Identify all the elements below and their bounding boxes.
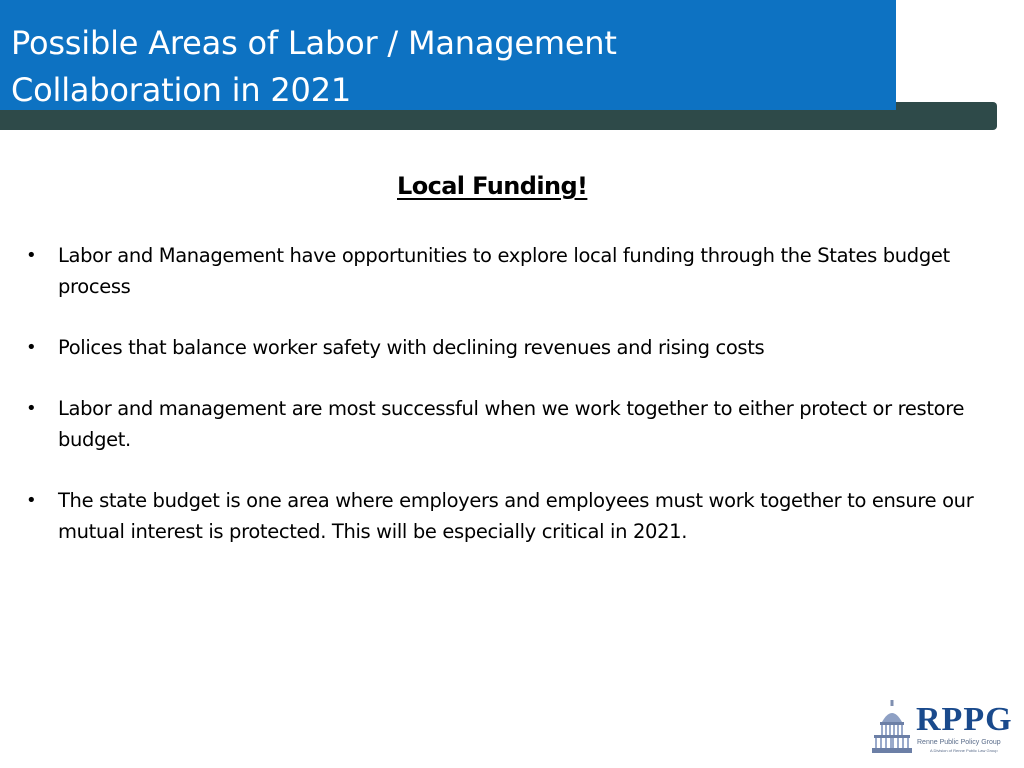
- logo-wordmark: RPPG: [916, 701, 1013, 738]
- section-heading: Local Funding!: [397, 172, 588, 200]
- logo-tagline: A Division of Renne Public Law Group: [930, 748, 998, 753]
- bullet-text: Labor and management are most successful when we work together to either protect or restore budget.: [58, 397, 965, 451]
- bullet-text: Polices that balance worker safety with declining revenues and rising costs: [58, 336, 765, 359]
- bullet-text: The state budget is one area where employers and employees must work together to ensure our mutual interest is protected. This will be especially critical in 2021.: [58, 489, 974, 543]
- bullet-icon: •: [26, 490, 37, 511]
- bullet-item: [26, 393, 996, 455]
- rppg-logo: [870, 700, 1013, 756]
- logo-subtitle: Renne Public Policy Group: [917, 739, 1001, 746]
- bullet-item: [26, 240, 996, 302]
- bullet-item: [26, 332, 996, 363]
- bullet-item: [26, 485, 996, 547]
- title-bar: [0, 0, 896, 110]
- bullet-icon: •: [26, 245, 37, 266]
- bullet-icon: •: [26, 337, 37, 358]
- capitol-dome-icon: [870, 700, 914, 754]
- bullet-list: [26, 240, 996, 577]
- bullet-text: Labor and Management have opportunities to explore local funding through the States budget process: [58, 244, 950, 298]
- slide-title: Possible Areas of Labor / Management Collaboration in 2021: [11, 24, 617, 109]
- bullet-icon: •: [26, 398, 37, 419]
